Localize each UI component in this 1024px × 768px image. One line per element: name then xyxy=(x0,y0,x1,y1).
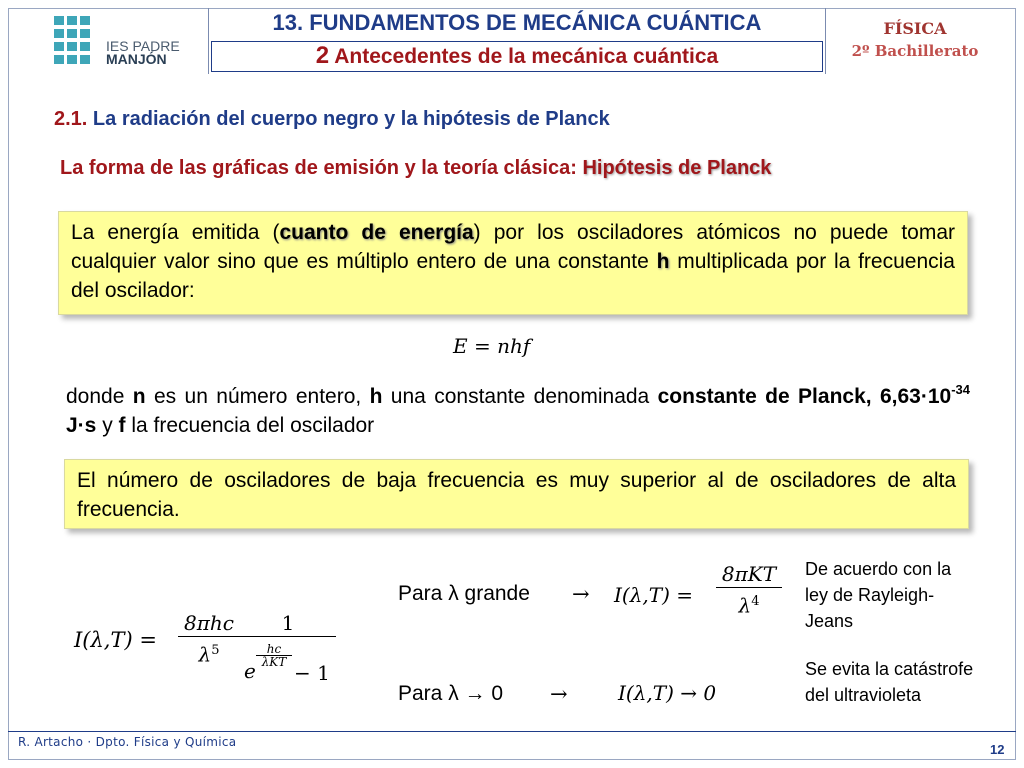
planck-den1 xyxy=(178,637,240,669)
course-level: 2º Bachillerato xyxy=(851,42,979,60)
planck-den2-tail: − 1 xyxy=(294,661,330,685)
para-bold-constant: constante de Planck, 6,63·10 xyxy=(657,385,952,408)
planck-fraction-1 xyxy=(178,610,240,669)
para-text-4: y xyxy=(96,414,119,437)
topic-title xyxy=(211,41,823,72)
para-bold-h: h xyxy=(369,385,383,408)
planck-exp-num: hc xyxy=(266,642,282,656)
planck-num1: 8πhc xyxy=(184,611,234,635)
para-text-3: una constante denominada xyxy=(382,385,658,408)
para-bold-units: J·s xyxy=(66,414,97,437)
case-large-den-exp: 4 xyxy=(751,594,760,609)
planck-fraction-2 xyxy=(240,610,336,683)
logo-text xyxy=(106,40,180,66)
logo-line1: IES PADRE xyxy=(106,38,180,54)
case-zero-arrow: → xyxy=(550,682,568,706)
rayleigh-jeans-note: De acuerdo con la ley de Rayleigh-Jeans xyxy=(805,559,952,631)
subsection-heading xyxy=(60,157,771,180)
topic-number: 2 xyxy=(315,42,330,69)
planck-den2 xyxy=(240,637,336,683)
definition-paragraph xyxy=(66,382,970,440)
case-large-lhs: I(λ,T) = xyxy=(614,583,693,607)
note1-text-2: ) por los osciladores atómicos no puede tomar cualquier valor sino que es múltiplo entero de una constante xyxy=(71,221,956,273)
case-large-arrow: → xyxy=(572,582,590,606)
subsection-text: La forma de las gráficas de emisión y la teoría clásica: xyxy=(60,157,577,179)
planck-exp-den: λKT xyxy=(256,655,292,668)
subsection-highlight: Hipótesis de Planck xyxy=(582,157,772,179)
footer-divider xyxy=(8,731,1016,732)
section-number: 2.1. xyxy=(54,108,88,130)
note1-bold-h: h xyxy=(656,250,670,273)
section-heading xyxy=(54,108,610,131)
title-box xyxy=(208,8,826,74)
para-bold-n: n xyxy=(132,385,146,408)
planck-den2-exp xyxy=(256,643,292,668)
case-large-fraction xyxy=(716,561,782,620)
case-large-num: 8πKT xyxy=(721,562,777,586)
note1-text-1: La energía emitida ( xyxy=(71,221,280,244)
case-zero-expr: I(λ,T) → 0 xyxy=(618,681,717,705)
school-logo xyxy=(50,14,180,70)
subject-name: FÍSICA xyxy=(883,19,947,38)
para-exponent: -34 xyxy=(951,382,970,397)
oscillator-note: El número de osciladores de baja frecuencia es muy superior al de osciladores de alta frecuencia. xyxy=(64,459,969,529)
case-zero-label: Para λ → 0 xyxy=(398,682,504,705)
uv-catastrophe-note: Se evita la catástrofe del ultravioleta xyxy=(805,659,974,705)
subject-label xyxy=(830,18,1000,62)
logo-line2: MANJÓN xyxy=(106,51,167,67)
case-large-den-base: λ xyxy=(738,593,752,618)
para-bold-f: f xyxy=(118,414,126,437)
case-large-den xyxy=(716,588,782,620)
case-large-label xyxy=(398,582,530,606)
case-large-text: Para λ grande xyxy=(398,582,530,605)
planck-law-formula xyxy=(74,606,344,686)
note1-bold-quantum: cuanto de energía xyxy=(279,221,474,244)
planck-den2-base: e xyxy=(244,659,256,683)
planck-num2: 1 xyxy=(281,611,295,635)
page-number: 12 xyxy=(990,742,1005,757)
para-text-2: es un número entero, xyxy=(145,385,370,408)
planck-den1-exp: 5 xyxy=(211,643,220,658)
para-text-5: la frecuencia del oscilador xyxy=(125,414,375,437)
unit-title: 13. FUNDAMENTOS DE MECÁNICA CUÁNTICA xyxy=(272,10,762,35)
energy-formula: E = nhf xyxy=(453,334,531,358)
planck-hypothesis-note xyxy=(58,211,968,315)
footer-author: R. Artacho · Dpto. Física y Química xyxy=(18,735,237,749)
note1-text-3: multiplicada por la frecuencia del oscilador: xyxy=(71,250,955,302)
para-text-1: donde xyxy=(66,385,133,408)
topic-text: Antecedentes de la mecánica cuántica xyxy=(334,45,719,68)
planck-den1-base: λ xyxy=(198,642,212,667)
logo-grid-icon xyxy=(54,16,98,66)
planck-lhs: I(λ,T) = xyxy=(74,628,157,652)
section-title: La radiación del cuerpo negro y la hipótesis de Planck xyxy=(92,108,610,130)
